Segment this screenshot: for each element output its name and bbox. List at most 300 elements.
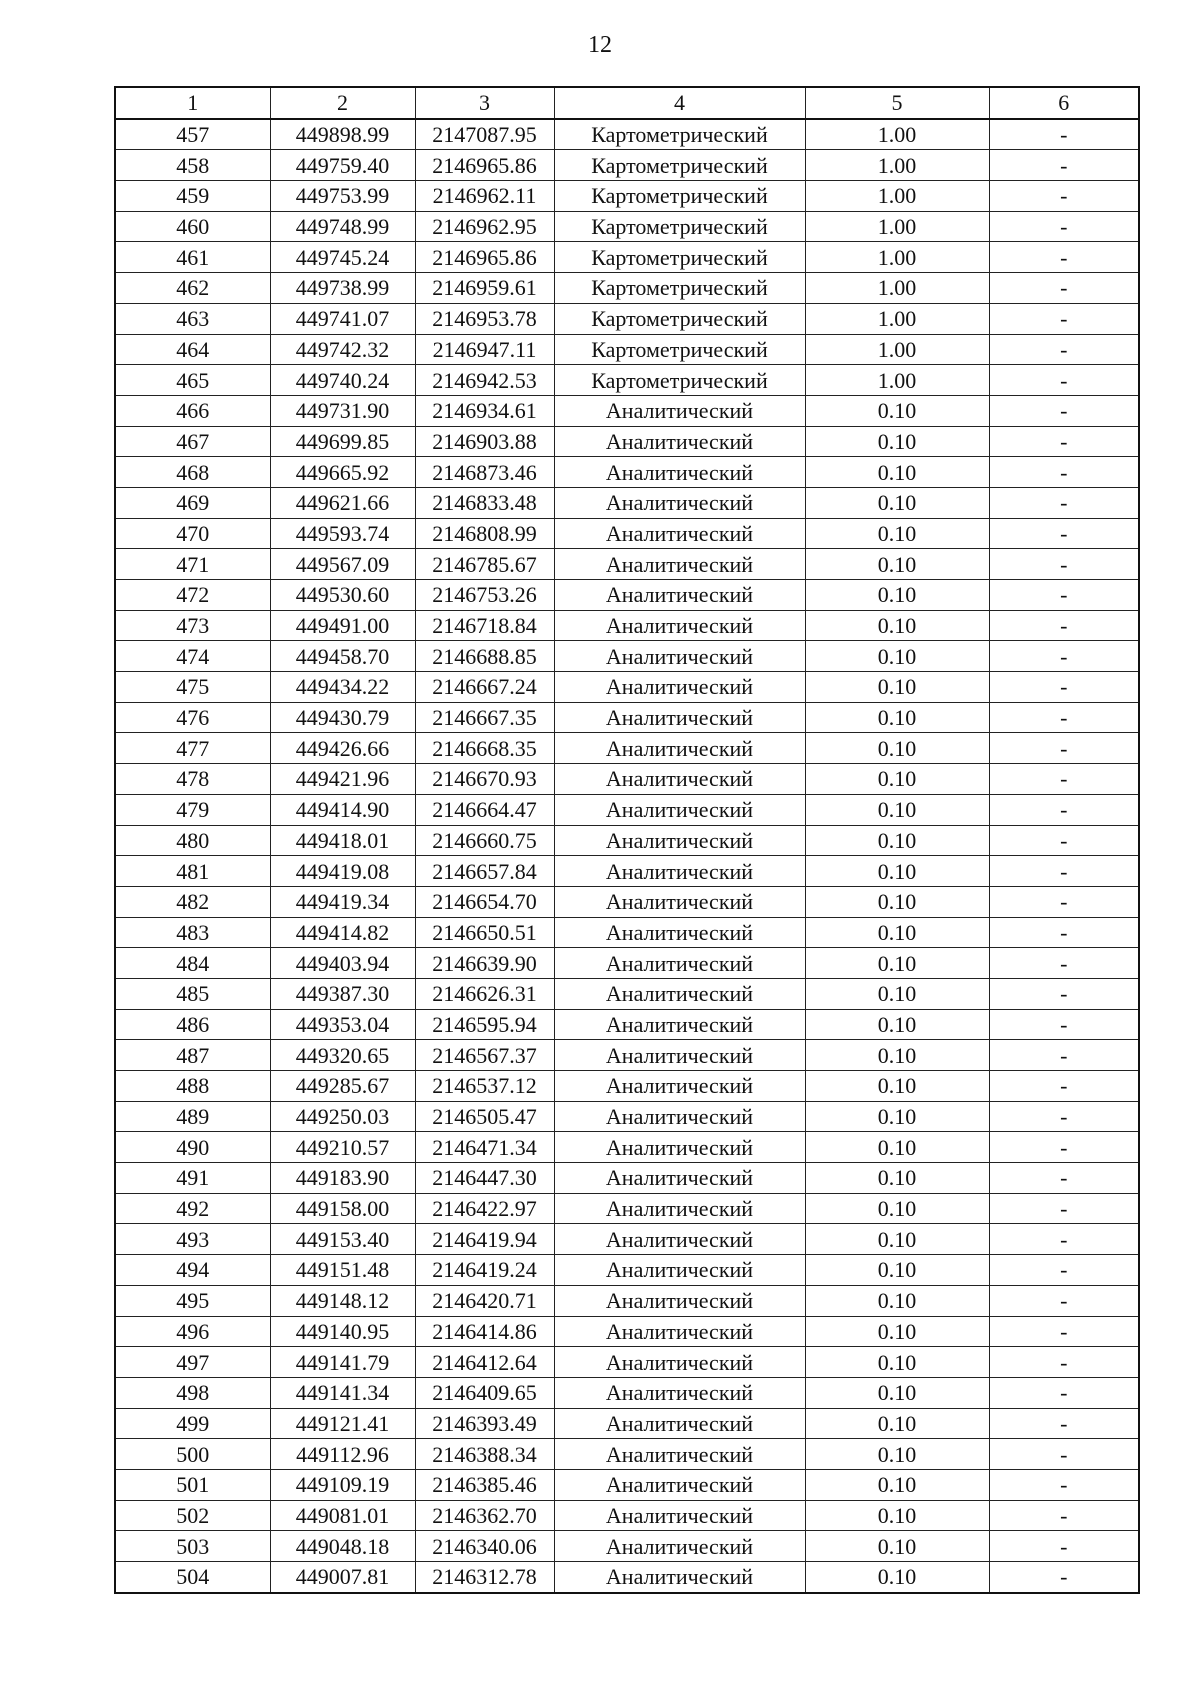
accuracy-cell: 0.10 bbox=[805, 1255, 989, 1286]
method-cell: Аналитический bbox=[554, 794, 805, 825]
note-cell: - bbox=[989, 1071, 1139, 1102]
y-coordinate-cell: 2146419.24 bbox=[415, 1255, 554, 1286]
x-coordinate-cell: 449430.79 bbox=[270, 702, 415, 733]
method-cell: Аналитический bbox=[554, 1562, 805, 1593]
table-row bbox=[115, 242, 1139, 273]
point-number-cell: 503 bbox=[115, 1531, 270, 1562]
table-row bbox=[115, 365, 1139, 396]
accuracy-cell: 0.10 bbox=[805, 733, 989, 764]
point-number-cell: 485 bbox=[115, 978, 270, 1009]
accuracy-cell: 0.10 bbox=[805, 1009, 989, 1040]
point-number-cell: 488 bbox=[115, 1071, 270, 1102]
x-coordinate-cell: 449141.34 bbox=[270, 1377, 415, 1408]
note-cell: - bbox=[989, 1469, 1139, 1500]
table-row bbox=[115, 518, 1139, 549]
x-coordinate-cell: 449491.00 bbox=[270, 610, 415, 641]
method-cell: Аналитический bbox=[554, 733, 805, 764]
method-cell: Аналитический bbox=[554, 1132, 805, 1163]
x-coordinate-cell: 449141.79 bbox=[270, 1347, 415, 1378]
column-header-4: 4 bbox=[554, 87, 805, 119]
point-number-cell: 483 bbox=[115, 917, 270, 948]
x-coordinate-cell: 449121.41 bbox=[270, 1408, 415, 1439]
point-number-cell: 474 bbox=[115, 641, 270, 672]
x-coordinate-cell: 449748.99 bbox=[270, 211, 415, 242]
note-cell: - bbox=[989, 610, 1139, 641]
method-cell: Аналитический bbox=[554, 1285, 805, 1316]
accuracy-cell: 0.10 bbox=[805, 1408, 989, 1439]
point-number-cell: 461 bbox=[115, 242, 270, 273]
x-coordinate-cell: 449183.90 bbox=[270, 1163, 415, 1194]
accuracy-cell: 1.00 bbox=[805, 365, 989, 396]
method-cell: Аналитический bbox=[554, 426, 805, 457]
point-number-cell: 464 bbox=[115, 334, 270, 365]
accuracy-cell: 0.10 bbox=[805, 1439, 989, 1470]
note-cell: - bbox=[989, 150, 1139, 181]
note-cell: - bbox=[989, 1316, 1139, 1347]
note-cell: - bbox=[989, 549, 1139, 580]
table-row bbox=[115, 1500, 1139, 1531]
note-cell: - bbox=[989, 580, 1139, 611]
table-row bbox=[115, 978, 1139, 1009]
x-coordinate-cell: 449759.40 bbox=[270, 150, 415, 181]
accuracy-cell: 0.10 bbox=[805, 1224, 989, 1255]
accuracy-cell: 0.10 bbox=[805, 426, 989, 457]
accuracy-cell: 0.10 bbox=[805, 549, 989, 580]
y-coordinate-cell: 2146962.11 bbox=[415, 181, 554, 212]
y-coordinate-cell: 2146626.31 bbox=[415, 978, 554, 1009]
method-cell: Аналитический bbox=[554, 1040, 805, 1071]
y-coordinate-cell: 2146312.78 bbox=[415, 1562, 554, 1593]
table-row bbox=[115, 334, 1139, 365]
x-coordinate-cell: 449530.60 bbox=[270, 580, 415, 611]
table-row bbox=[115, 948, 1139, 979]
table-row bbox=[115, 1377, 1139, 1408]
accuracy-cell: 0.10 bbox=[805, 1531, 989, 1562]
point-number-cell: 502 bbox=[115, 1500, 270, 1531]
note-cell: - bbox=[989, 211, 1139, 242]
accuracy-cell: 0.10 bbox=[805, 1193, 989, 1224]
method-cell: Аналитический bbox=[554, 917, 805, 948]
table-row bbox=[115, 1408, 1139, 1439]
y-coordinate-cell: 2146753.26 bbox=[415, 580, 554, 611]
x-coordinate-cell: 449387.30 bbox=[270, 978, 415, 1009]
note-cell: - bbox=[989, 1040, 1139, 1071]
table-row bbox=[115, 1469, 1139, 1500]
point-number-cell: 473 bbox=[115, 610, 270, 641]
method-cell: Аналитический bbox=[554, 1071, 805, 1102]
note-cell: - bbox=[989, 181, 1139, 212]
note-cell: - bbox=[989, 303, 1139, 334]
y-coordinate-cell: 2146947.11 bbox=[415, 334, 554, 365]
x-coordinate-cell: 449148.12 bbox=[270, 1285, 415, 1316]
accuracy-cell: 0.10 bbox=[805, 794, 989, 825]
point-number-cell: 460 bbox=[115, 211, 270, 242]
note-cell: - bbox=[989, 395, 1139, 426]
y-coordinate-cell: 2146385.46 bbox=[415, 1469, 554, 1500]
y-coordinate-cell: 2146808.99 bbox=[415, 518, 554, 549]
method-cell: Аналитический bbox=[554, 641, 805, 672]
method-cell: Аналитический bbox=[554, 1163, 805, 1194]
note-cell: - bbox=[989, 1347, 1139, 1378]
y-coordinate-cell: 2146393.49 bbox=[415, 1408, 554, 1439]
table-row bbox=[115, 1316, 1139, 1347]
accuracy-cell: 0.10 bbox=[805, 825, 989, 856]
method-cell: Аналитический bbox=[554, 702, 805, 733]
x-coordinate-cell: 449048.18 bbox=[270, 1531, 415, 1562]
y-coordinate-cell: 2146412.64 bbox=[415, 1347, 554, 1378]
point-number-cell: 479 bbox=[115, 794, 270, 825]
note-cell: - bbox=[989, 794, 1139, 825]
y-coordinate-cell: 2146962.95 bbox=[415, 211, 554, 242]
table-row bbox=[115, 426, 1139, 457]
accuracy-cell: 0.10 bbox=[805, 702, 989, 733]
note-cell: - bbox=[989, 917, 1139, 948]
x-coordinate-cell: 449250.03 bbox=[270, 1101, 415, 1132]
page-number: 12 bbox=[588, 32, 612, 58]
note-cell: - bbox=[989, 119, 1139, 150]
method-cell: Аналитический bbox=[554, 978, 805, 1009]
method-cell: Аналитический bbox=[554, 948, 805, 979]
y-coordinate-cell: 2146654.70 bbox=[415, 886, 554, 917]
y-coordinate-cell: 2146718.84 bbox=[415, 610, 554, 641]
point-number-cell: 489 bbox=[115, 1101, 270, 1132]
x-coordinate-cell: 449414.90 bbox=[270, 794, 415, 825]
coordinates-table bbox=[114, 86, 1140, 1594]
y-coordinate-cell: 2146667.35 bbox=[415, 702, 554, 733]
method-cell: Аналитический bbox=[554, 886, 805, 917]
x-coordinate-cell: 449403.94 bbox=[270, 948, 415, 979]
y-coordinate-cell: 2146667.24 bbox=[415, 672, 554, 703]
note-cell: - bbox=[989, 1562, 1139, 1593]
table-row bbox=[115, 119, 1139, 150]
note-cell: - bbox=[989, 1009, 1139, 1040]
x-coordinate-cell: 449007.81 bbox=[270, 1562, 415, 1593]
x-coordinate-cell: 449081.01 bbox=[270, 1500, 415, 1531]
accuracy-cell: 0.10 bbox=[805, 641, 989, 672]
point-number-cell: 496 bbox=[115, 1316, 270, 1347]
point-number-cell: 477 bbox=[115, 733, 270, 764]
x-coordinate-cell: 449418.01 bbox=[270, 825, 415, 856]
point-number-cell: 472 bbox=[115, 580, 270, 611]
x-coordinate-cell: 449320.65 bbox=[270, 1040, 415, 1071]
y-coordinate-cell: 2146567.37 bbox=[415, 1040, 554, 1071]
method-cell: Аналитический bbox=[554, 1316, 805, 1347]
method-cell: Аналитический bbox=[554, 672, 805, 703]
accuracy-cell: 0.10 bbox=[805, 886, 989, 917]
y-coordinate-cell: 2146505.47 bbox=[415, 1101, 554, 1132]
point-number-cell: 492 bbox=[115, 1193, 270, 1224]
y-coordinate-cell: 2146471.34 bbox=[415, 1132, 554, 1163]
note-cell: - bbox=[989, 426, 1139, 457]
note-cell: - bbox=[989, 1132, 1139, 1163]
method-cell: Аналитический bbox=[554, 1255, 805, 1286]
x-coordinate-cell: 449140.95 bbox=[270, 1316, 415, 1347]
x-coordinate-cell: 449738.99 bbox=[270, 273, 415, 304]
table-row bbox=[115, 487, 1139, 518]
y-coordinate-cell: 2146965.86 bbox=[415, 150, 554, 181]
note-cell: - bbox=[989, 1285, 1139, 1316]
note-cell: - bbox=[989, 641, 1139, 672]
note-cell: - bbox=[989, 273, 1139, 304]
table-body bbox=[115, 119, 1139, 1593]
table-row bbox=[115, 1132, 1139, 1163]
note-cell: - bbox=[989, 1531, 1139, 1562]
y-coordinate-cell: 2146422.97 bbox=[415, 1193, 554, 1224]
point-number-cell: 467 bbox=[115, 426, 270, 457]
table-row bbox=[115, 1163, 1139, 1194]
point-number-cell: 493 bbox=[115, 1224, 270, 1255]
table-row bbox=[115, 1562, 1139, 1593]
column-header-6: 6 bbox=[989, 87, 1139, 119]
y-coordinate-cell: 2146688.85 bbox=[415, 641, 554, 672]
y-coordinate-cell: 2146650.51 bbox=[415, 917, 554, 948]
note-cell: - bbox=[989, 978, 1139, 1009]
x-coordinate-cell: 449699.85 bbox=[270, 426, 415, 457]
table-row bbox=[115, 1347, 1139, 1378]
point-number-cell: 481 bbox=[115, 856, 270, 887]
point-number-cell: 490 bbox=[115, 1132, 270, 1163]
x-coordinate-cell: 449426.66 bbox=[270, 733, 415, 764]
table-row bbox=[115, 1193, 1139, 1224]
point-number-cell: 475 bbox=[115, 672, 270, 703]
x-coordinate-cell: 449434.22 bbox=[270, 672, 415, 703]
accuracy-cell: 1.00 bbox=[805, 150, 989, 181]
note-cell: - bbox=[989, 1377, 1139, 1408]
y-coordinate-cell: 2146595.94 bbox=[415, 1009, 554, 1040]
y-coordinate-cell: 2146657.84 bbox=[415, 856, 554, 887]
y-coordinate-cell: 2146934.61 bbox=[415, 395, 554, 426]
y-coordinate-cell: 2146388.34 bbox=[415, 1439, 554, 1470]
point-number-cell: 458 bbox=[115, 150, 270, 181]
point-number-cell: 465 bbox=[115, 365, 270, 396]
x-coordinate-cell: 449419.08 bbox=[270, 856, 415, 887]
note-cell: - bbox=[989, 825, 1139, 856]
point-number-cell: 478 bbox=[115, 764, 270, 795]
method-cell: Картометрический bbox=[554, 334, 805, 365]
method-cell: Картометрический bbox=[554, 211, 805, 242]
table-row bbox=[115, 1009, 1139, 1040]
method-cell: Картометрический bbox=[554, 242, 805, 273]
note-cell: - bbox=[989, 702, 1139, 733]
method-cell: Аналитический bbox=[554, 1469, 805, 1500]
table-row bbox=[115, 1224, 1139, 1255]
x-coordinate-cell: 449731.90 bbox=[270, 395, 415, 426]
accuracy-cell: 0.10 bbox=[805, 672, 989, 703]
accuracy-cell: 1.00 bbox=[805, 242, 989, 273]
x-coordinate-cell: 449285.67 bbox=[270, 1071, 415, 1102]
y-coordinate-cell: 2146537.12 bbox=[415, 1071, 554, 1102]
method-cell: Аналитический bbox=[554, 1439, 805, 1470]
point-number-cell: 457 bbox=[115, 119, 270, 150]
table-row bbox=[115, 150, 1139, 181]
accuracy-cell: 1.00 bbox=[805, 119, 989, 150]
accuracy-cell: 1.00 bbox=[805, 211, 989, 242]
note-cell: - bbox=[989, 733, 1139, 764]
x-coordinate-cell: 449414.82 bbox=[270, 917, 415, 948]
accuracy-cell: 0.10 bbox=[805, 1347, 989, 1378]
note-cell: - bbox=[989, 856, 1139, 887]
table-row bbox=[115, 1285, 1139, 1316]
point-number-cell: 499 bbox=[115, 1408, 270, 1439]
point-number-cell: 500 bbox=[115, 1439, 270, 1470]
x-coordinate-cell: 449421.96 bbox=[270, 764, 415, 795]
method-cell: Аналитический bbox=[554, 457, 805, 488]
table-row bbox=[115, 181, 1139, 212]
point-number-cell: 470 bbox=[115, 518, 270, 549]
note-cell: - bbox=[989, 764, 1139, 795]
note-cell: - bbox=[989, 1101, 1139, 1132]
y-coordinate-cell: 2146953.78 bbox=[415, 303, 554, 334]
point-number-cell: 471 bbox=[115, 549, 270, 580]
accuracy-cell: 0.10 bbox=[805, 764, 989, 795]
accuracy-cell: 0.10 bbox=[805, 610, 989, 641]
y-coordinate-cell: 2146362.70 bbox=[415, 1500, 554, 1531]
table-row bbox=[115, 1531, 1139, 1562]
x-coordinate-cell: 449151.48 bbox=[270, 1255, 415, 1286]
y-coordinate-cell: 2146873.46 bbox=[415, 457, 554, 488]
accuracy-cell: 0.10 bbox=[805, 1500, 989, 1531]
y-coordinate-cell: 2146785.67 bbox=[415, 549, 554, 580]
table-row bbox=[115, 1255, 1139, 1286]
y-coordinate-cell: 2146340.06 bbox=[415, 1531, 554, 1562]
y-coordinate-cell: 2146664.47 bbox=[415, 794, 554, 825]
accuracy-cell: 0.10 bbox=[805, 395, 989, 426]
point-number-cell: 480 bbox=[115, 825, 270, 856]
accuracy-cell: 0.10 bbox=[805, 518, 989, 549]
y-coordinate-cell: 2146660.75 bbox=[415, 825, 554, 856]
y-coordinate-cell: 2146833.48 bbox=[415, 487, 554, 518]
note-cell: - bbox=[989, 1439, 1139, 1470]
note-cell: - bbox=[989, 1408, 1139, 1439]
method-cell: Аналитический bbox=[554, 580, 805, 611]
note-cell: - bbox=[989, 1193, 1139, 1224]
table-row bbox=[115, 211, 1139, 242]
method-cell: Аналитический bbox=[554, 1531, 805, 1562]
method-cell: Аналитический bbox=[554, 856, 805, 887]
y-coordinate-cell: 2146965.86 bbox=[415, 242, 554, 273]
table-row bbox=[115, 1101, 1139, 1132]
y-coordinate-cell: 2146447.30 bbox=[415, 1163, 554, 1194]
point-number-cell: 469 bbox=[115, 487, 270, 518]
y-coordinate-cell: 2146409.65 bbox=[415, 1377, 554, 1408]
point-number-cell: 466 bbox=[115, 395, 270, 426]
y-coordinate-cell: 2146942.53 bbox=[415, 365, 554, 396]
accuracy-cell: 0.10 bbox=[805, 1101, 989, 1132]
x-coordinate-cell: 449353.04 bbox=[270, 1009, 415, 1040]
point-number-cell: 495 bbox=[115, 1285, 270, 1316]
table-row bbox=[115, 1071, 1139, 1102]
accuracy-cell: 0.10 bbox=[805, 1132, 989, 1163]
table-row bbox=[115, 917, 1139, 948]
y-coordinate-cell: 2147087.95 bbox=[415, 119, 554, 150]
y-coordinate-cell: 2146903.88 bbox=[415, 426, 554, 457]
point-number-cell: 501 bbox=[115, 1469, 270, 1500]
accuracy-cell: 0.10 bbox=[805, 1316, 989, 1347]
accuracy-cell: 0.10 bbox=[805, 580, 989, 611]
method-cell: Аналитический bbox=[554, 1009, 805, 1040]
table-row bbox=[115, 549, 1139, 580]
note-cell: - bbox=[989, 457, 1139, 488]
accuracy-cell: 0.10 bbox=[805, 856, 989, 887]
accuracy-cell: 0.10 bbox=[805, 1377, 989, 1408]
method-cell: Аналитический bbox=[554, 764, 805, 795]
x-coordinate-cell: 449753.99 bbox=[270, 181, 415, 212]
point-number-cell: 504 bbox=[115, 1562, 270, 1593]
y-coordinate-cell: 2146420.71 bbox=[415, 1285, 554, 1316]
accuracy-cell: 1.00 bbox=[805, 273, 989, 304]
y-coordinate-cell: 2146639.90 bbox=[415, 948, 554, 979]
method-cell: Картометрический bbox=[554, 365, 805, 396]
accuracy-cell: 0.10 bbox=[805, 1040, 989, 1071]
method-cell: Аналитический bbox=[554, 1500, 805, 1531]
x-coordinate-cell: 449153.40 bbox=[270, 1224, 415, 1255]
point-number-cell: 482 bbox=[115, 886, 270, 917]
x-coordinate-cell: 449898.99 bbox=[270, 119, 415, 150]
table-row bbox=[115, 273, 1139, 304]
accuracy-cell: 1.00 bbox=[805, 303, 989, 334]
point-number-cell: 484 bbox=[115, 948, 270, 979]
accuracy-cell: 1.00 bbox=[805, 334, 989, 365]
method-cell: Картометрический bbox=[554, 303, 805, 334]
method-cell: Аналитический bbox=[554, 549, 805, 580]
method-cell: Аналитический bbox=[554, 610, 805, 641]
x-coordinate-cell: 449665.92 bbox=[270, 457, 415, 488]
x-coordinate-cell: 449210.57 bbox=[270, 1132, 415, 1163]
method-cell: Картометрический bbox=[554, 181, 805, 212]
column-header-3: 3 bbox=[415, 87, 554, 119]
note-cell: - bbox=[989, 334, 1139, 365]
table-row bbox=[115, 1439, 1139, 1470]
point-number-cell: 476 bbox=[115, 702, 270, 733]
table-row bbox=[115, 672, 1139, 703]
x-coordinate-cell: 449742.32 bbox=[270, 334, 415, 365]
note-cell: - bbox=[989, 242, 1139, 273]
table-row bbox=[115, 764, 1139, 795]
table-row bbox=[115, 641, 1139, 672]
method-cell: Картометрический bbox=[554, 119, 805, 150]
x-coordinate-cell: 449745.24 bbox=[270, 242, 415, 273]
point-number-cell: 491 bbox=[115, 1163, 270, 1194]
note-cell: - bbox=[989, 1163, 1139, 1194]
method-cell: Аналитический bbox=[554, 395, 805, 426]
point-number-cell: 468 bbox=[115, 457, 270, 488]
point-number-cell: 486 bbox=[115, 1009, 270, 1040]
accuracy-cell: 0.10 bbox=[805, 457, 989, 488]
table-row bbox=[115, 733, 1139, 764]
accuracy-cell: 1.00 bbox=[805, 181, 989, 212]
note-cell: - bbox=[989, 365, 1139, 396]
point-number-cell: 497 bbox=[115, 1347, 270, 1378]
table-row bbox=[115, 1040, 1139, 1071]
table-row bbox=[115, 610, 1139, 641]
note-cell: - bbox=[989, 1224, 1139, 1255]
table-row bbox=[115, 303, 1139, 334]
accuracy-cell: 0.10 bbox=[805, 1469, 989, 1500]
x-coordinate-cell: 449458.70 bbox=[270, 641, 415, 672]
x-coordinate-cell: 449741.07 bbox=[270, 303, 415, 334]
method-cell: Аналитический bbox=[554, 1408, 805, 1439]
y-coordinate-cell: 2146414.86 bbox=[415, 1316, 554, 1347]
accuracy-cell: 0.10 bbox=[805, 487, 989, 518]
table-row bbox=[115, 580, 1139, 611]
point-number-cell: 487 bbox=[115, 1040, 270, 1071]
method-cell: Аналитический bbox=[554, 487, 805, 518]
accuracy-cell: 0.10 bbox=[805, 978, 989, 1009]
column-header-5: 5 bbox=[805, 87, 989, 119]
note-cell: - bbox=[989, 672, 1139, 703]
x-coordinate-cell: 449740.24 bbox=[270, 365, 415, 396]
note-cell: - bbox=[989, 518, 1139, 549]
